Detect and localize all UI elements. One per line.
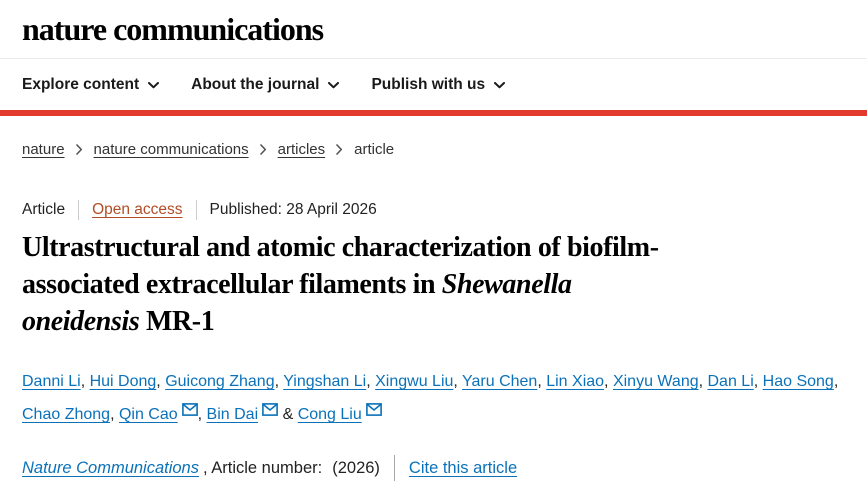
author-separator: ,	[833, 373, 839, 390]
author-separator: ,	[453, 373, 463, 390]
breadcrumb-separator	[336, 144, 343, 155]
author-link[interactable]: Bin Dai	[206, 406, 259, 423]
author-separator: ,	[156, 373, 166, 390]
nav-item-label: About the journal	[191, 76, 320, 93]
article-title-line	[22, 266, 845, 303]
breadcrumb-link-nature[interactable]: nature	[22, 141, 65, 158]
article-year: (2026)	[332, 458, 380, 477]
author-link[interactable]: Yaru Chen	[462, 373, 538, 390]
chevron-right-icon	[76, 144, 83, 155]
meta-separator	[78, 200, 79, 220]
author-link[interactable]: Xinyu Wang	[612, 373, 699, 390]
author-link[interactable]: Qin Cao	[118, 406, 178, 423]
article-meta	[22, 200, 845, 220]
author-separator: ,	[274, 373, 284, 390]
author-separator: ,	[110, 406, 119, 423]
meta-separator	[196, 200, 197, 220]
envelope-icon[interactable]	[366, 403, 382, 416]
author-separator: ,	[753, 373, 763, 390]
author-link[interactable]: Yingshan Li	[283, 373, 367, 390]
author-separator: ,	[80, 373, 90, 390]
title-text: Ultrastructural and atomic characterization of biofilm-	[22, 232, 659, 263]
chevron-right-icon	[336, 144, 343, 155]
nav-item-publish-with-us[interactable]	[371, 76, 505, 94]
published-date: Published: 28 April 2026	[209, 201, 377, 218]
main-nav	[0, 58, 867, 110]
journal-link[interactable]: Nature Communications	[22, 458, 199, 477]
citation-line	[22, 455, 845, 481]
chevron-right-icon	[260, 144, 267, 155]
nav-item-label: Publish with us	[371, 76, 486, 93]
breadcrumb	[22, 141, 845, 158]
article-type-label: Article	[22, 201, 66, 218]
brand-red-divider	[0, 110, 867, 116]
article-title-line	[22, 229, 845, 266]
nav-item-explore-content[interactable]	[22, 76, 159, 94]
breadcrumb-current: article	[354, 141, 395, 158]
author-separator: ,	[537, 373, 547, 390]
open-access-link[interactable]: Open access	[92, 201, 183, 218]
author-link[interactable]: Chao Zhong	[22, 406, 111, 423]
breadcrumb-separator	[76, 144, 83, 155]
author-link[interactable]: Guicong Zhang	[165, 373, 275, 390]
author-separator: ,	[698, 373, 708, 390]
nav-item-about-the-journal[interactable]	[191, 76, 339, 94]
author-separator: ,	[197, 406, 207, 423]
title-text: associated extracellular filaments in	[22, 269, 442, 300]
title-species-name: Shewanella	[441, 269, 572, 300]
article-title	[22, 229, 845, 340]
author-separator: ,	[604, 373, 613, 390]
author-link[interactable]: Cong Liu	[297, 406, 362, 423]
author-link[interactable]: Hui Dong	[89, 373, 157, 390]
article-title-line	[22, 303, 845, 340]
chevron-down-icon	[494, 82, 505, 89]
cite-this-article-link[interactable]: Cite this article	[408, 458, 518, 477]
author-link[interactable]: Hao Song	[762, 373, 834, 390]
citation-separator	[394, 455, 395, 481]
breadcrumb-separator	[260, 144, 267, 155]
envelope-icon[interactable]	[262, 403, 278, 416]
author-separator: ,	[366, 373, 376, 390]
author-list	[22, 365, 845, 431]
author-link[interactable]: Danni Li	[22, 373, 81, 390]
breadcrumb-link-articles[interactable]: articles	[277, 141, 326, 158]
article-number-label: , Article number:	[203, 458, 323, 477]
author-link[interactable]: Xingwu Liu	[375, 373, 454, 390]
masthead	[0, 0, 867, 58]
author-ampersand: &	[278, 406, 298, 423]
author-link[interactable]: Dan Li	[707, 373, 754, 390]
envelope-icon[interactable]	[182, 403, 198, 416]
chevron-down-icon	[148, 82, 159, 89]
journal-logo[interactable]: nature communications	[22, 11, 324, 47]
nav-item-label: Explore content	[22, 76, 140, 93]
author-link[interactable]: Lin Xiao	[546, 373, 605, 390]
title-text: MR-1	[139, 306, 215, 337]
breadcrumb-link-nature-communications[interactable]: nature communications	[93, 141, 249, 158]
chevron-down-icon	[328, 82, 339, 89]
title-species-name: oneidensis	[22, 306, 140, 337]
